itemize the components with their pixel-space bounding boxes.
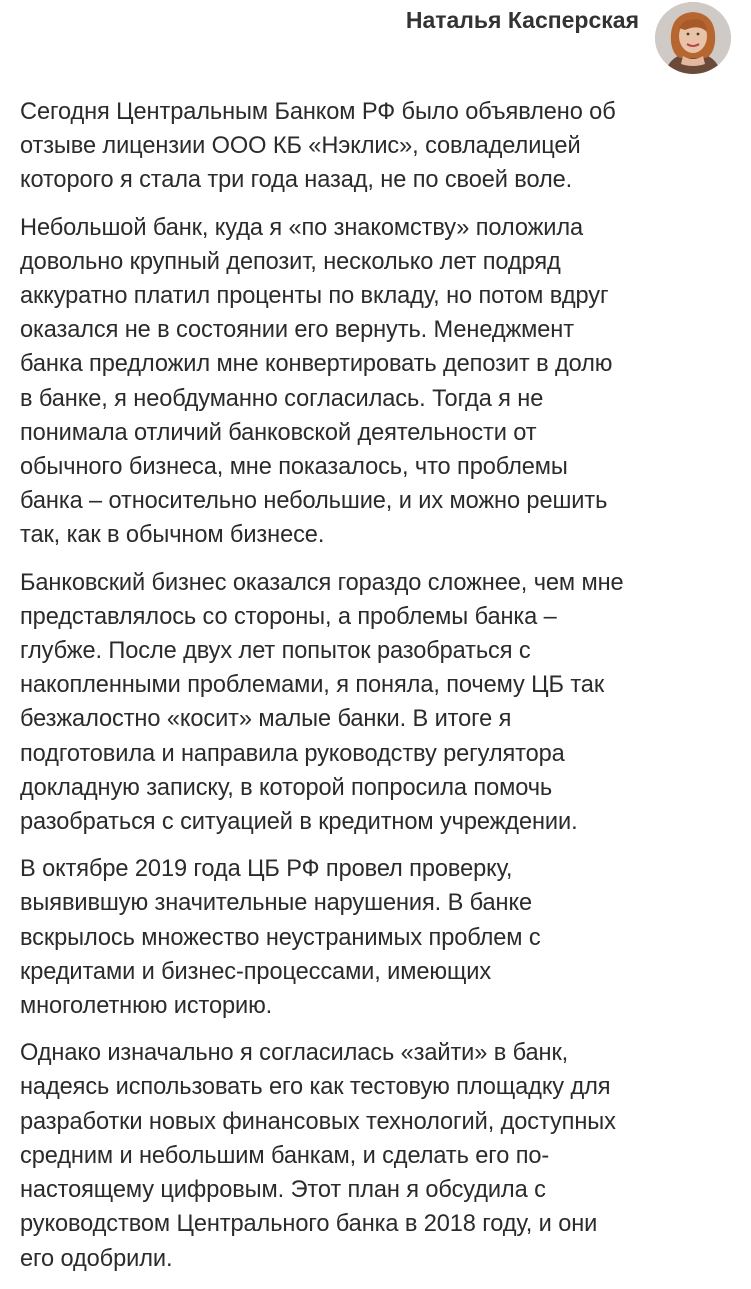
text-line: разработки новых финансовых технологий, доступных [20,1108,616,1135]
text-line: понимала отличий банковской деятельности от [20,419,537,446]
text-line: подготовила и направила руководству регулятора [20,740,565,767]
post-paragraph [20,566,736,840]
text-line: накопленными проблемами, я поняла, почему ЦБ так [20,672,605,699]
text-line: кредитами и бизнес-процессами, имеющих [20,958,492,985]
text-line: его одобрили. [20,1245,173,1272]
avatar-photo-icon [655,2,731,74]
text-line: аккуратно платил проценты по вкладу, но потом вдруг [20,283,609,310]
text-line: Банковский бизнес оказался гораздо сложнее, чем мне [20,569,624,596]
text-line: В октябре 2019 года ЦБ РФ провел проверку, [20,856,513,883]
text-line: руководством Центрального банка в 2018 году, и они [20,1211,598,1238]
text-line: обычного бизнеса, мне показалось, что проблемы [20,454,568,481]
text-line: Однако изначально я согласилась «зайти» в банк, [20,1040,569,1067]
text-line: в банке, я необдуманно согласилась. Тогда я не [20,385,544,412]
text-line: разобраться с ситуацией в кредитном учреждении. [20,809,578,836]
text-line: надеясь использовать его как тестовую площадку для [20,1074,611,1101]
text-line: вскрылось множество неустранимых проблем с [20,924,541,951]
post-body [20,95,736,1289]
text-line: довольно крупный депозит, несколько лет подряд [20,248,561,275]
text-line: которого я стала три года назад, не по своей воле. [20,167,573,194]
text-line: Небольшой банк, куда я «по знакомству» положила [20,214,584,241]
text-line: глубже. После двух лет попыток разобраться с [20,638,531,665]
post-paragraph [20,211,736,553]
post-paragraph [20,1036,736,1275]
post-paragraph [20,95,736,198]
author-avatar[interactable] [655,2,731,74]
author-name[interactable]: Наталья Касперская [405,7,639,33]
text-line: Сегодня Центральным Банком РФ было объявлено об [20,99,616,125]
text-line: отзыве лицензии ООО КБ «Нэклис», совладелицей [20,133,581,160]
post-paragraph [20,852,736,1023]
text-line: банка – относительно небольшие, и их можно решить [20,488,608,515]
text-line: так, как в обычном бизнесе. [20,522,325,549]
text-line: выявившую значительные нарушения. В банке [20,890,532,917]
text-line: банка предложил мне конвертировать депозит в долю [20,351,613,378]
text-line: средним и небольшим банкам, и сделать его по- [20,1142,550,1169]
text-line: безжалостно «косит» малые банки. В итоге я [20,706,512,733]
post-header [0,0,751,80]
text-line: представлялось со стороны, а проблемы банка – [20,603,557,630]
text-line: многолетнюю историю. [20,993,273,1020]
text-line: докладную записку, в которой попросила помочь [20,774,553,801]
text-line: настоящему цифровым. Этот план я обсудила с [20,1177,546,1204]
text-line: оказался не в состоянии его вернуть. Менеджмент [20,317,574,344]
